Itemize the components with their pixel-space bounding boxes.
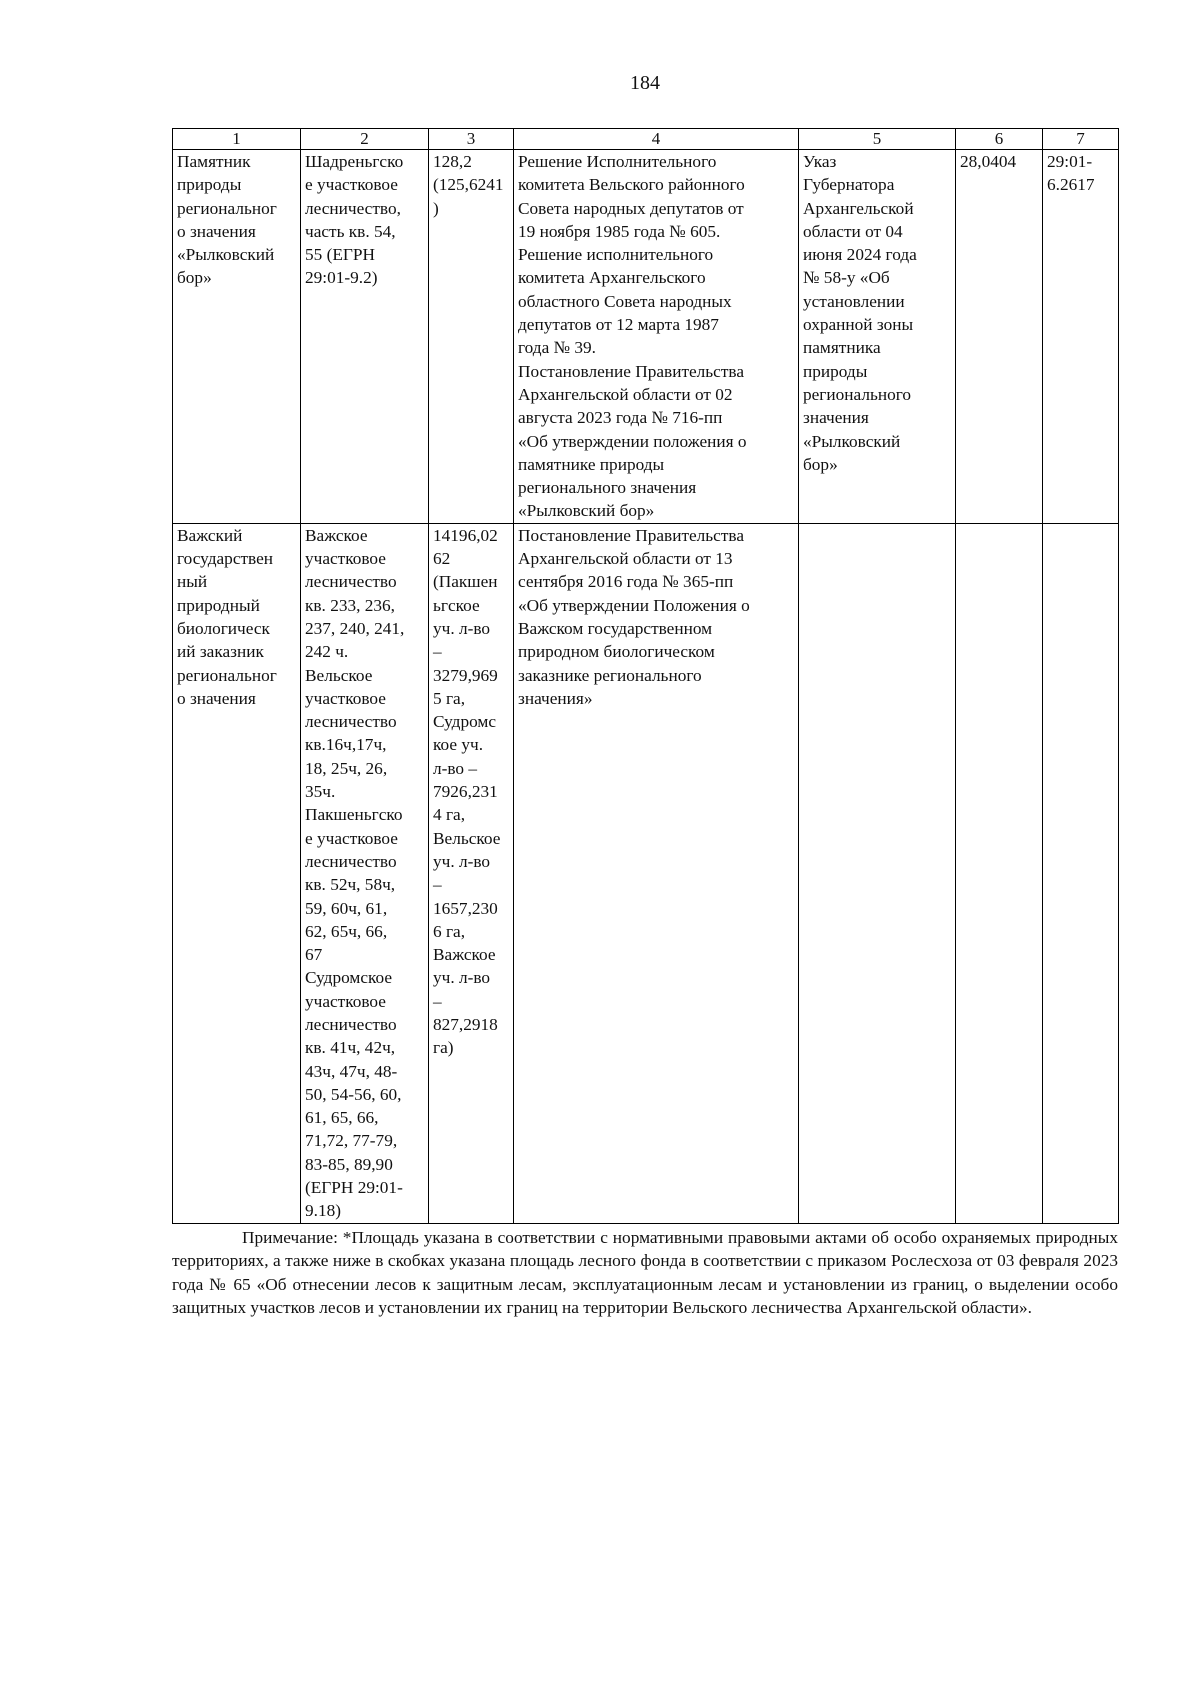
location-cell: Важское участковое лесничество кв. 233, 236, 237, 240, 241, 242 ч. Вельское участковое лесничество кв.16ч,17ч, 18, 25ч, 26, 35ч. Пакшеньгско е участковое лесничество кв. 52ч, 58ч, 59, 60ч, 61, 62, 65ч, 66, 67 Судромское участковое лесничество кв. 41ч, 42ч, 43ч, 47ч, 48- 50, 54-56, 60, 61, 65, 66, 71,72, 77-79, 83-85, 89,90 (ЕГРН 29:01- 9.18) [301, 523, 429, 1223]
table-row [173, 523, 1119, 1223]
object-name-cell: Памятник природы региональног о значения «Рылковский бор» [173, 150, 301, 524]
area-cell: 128,2 (125,6241 ) [429, 150, 514, 524]
column-header: 3 [429, 129, 514, 150]
column-header: 5 [799, 129, 956, 150]
table-header-row [173, 129, 1119, 150]
protection-zone-act-cell [799, 523, 956, 1223]
registry-number-cell: 29:01- 6.2617 [1043, 150, 1119, 524]
column-header: 1 [173, 129, 301, 150]
column-header: 4 [514, 129, 799, 150]
footnote: Примечание: *Площадь указана в соответствии с нормативными правовыми актами об особо охраняемых природных территориях, а также ниже в скобках указана площадь лесного фонда в соответствии с приказом Рослесхоза от 03 февраля 2023 года № 65 «Об отнесении лесов к защитным лесам, эксплуатационным лесам и установлении из границ, о выделении особо защитных участков лесов и установлении их границ на территории Вельского лесничества Архангельской области». [172, 1228, 1118, 1317]
area-cell: 14196,02 62 (Пакшен ьгское уч. л-во – 3279,969 5 га, Судромс кое уч. л-во – 7926,231 4 га, Вельское уч. л-во – 1657,230 6 га, Важское уч. л-во – 827,2918 га) [429, 523, 514, 1223]
object-name-cell: Важский государствен ный природный биологическ ий заказник региональног о значения [173, 523, 301, 1223]
table-row [173, 150, 1119, 524]
location-cell: Шадреньгско е участковое лесничество, часть кв. 54, 55 (ЕГРН 29:01-9.2) [301, 150, 429, 524]
page-number: 184 [630, 72, 660, 94]
zone-area-cell: 28,0404 [956, 150, 1043, 524]
legal-act-cell: Постановление Правительства Архангельской области от 13 сентября 2016 года № 365-пп «Об утверждении Положения о Важском государственном природном биологическом заказнике регионального значения» [514, 523, 799, 1223]
protection-zone-act-cell: Указ Губернатора Архангельской области от 04 июня 2024 года № 58-у «Об установлении охранной зоны памятника природы регионального значения «Рылковский бор» [799, 150, 956, 524]
column-header: 6 [956, 129, 1043, 150]
registry-number-cell [1043, 523, 1119, 1223]
protected-areas-table [172, 128, 1119, 1224]
column-header: 7 [1043, 129, 1119, 150]
zone-area-cell [956, 523, 1043, 1223]
legal-act-cell: Решение Исполнительного комитета Вельского районного Совета народных депутатов от 19 ноября 1985 года № 605. Решение исполнительного комитета Архангельского областного Совета народных депутатов от 12 марта 1987 года № 39. Постановление Правительства Архангельской области от 02 августа 2023 года № 716-пп «Об утверждении положения о памятнике природы регионального значения «Рылковский бор» [514, 150, 799, 524]
column-header: 2 [301, 129, 429, 150]
